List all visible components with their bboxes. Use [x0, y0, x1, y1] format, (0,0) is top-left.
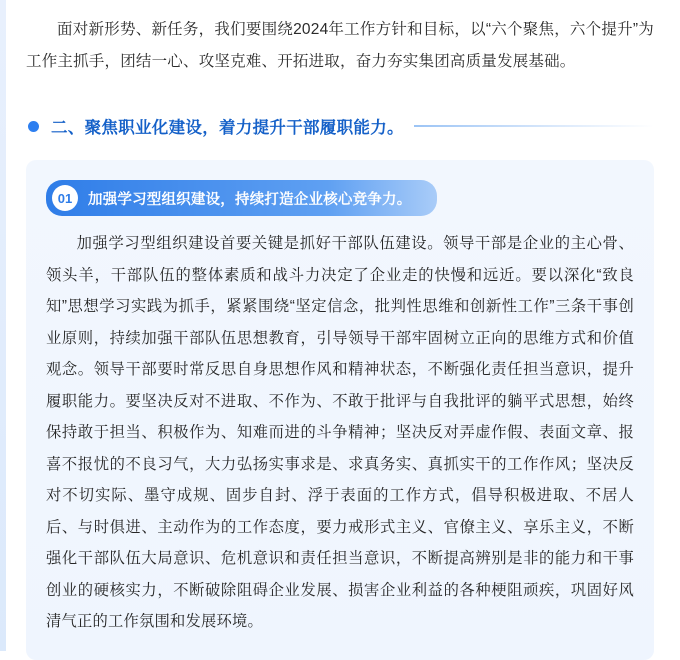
section-heading	[26, 114, 654, 138]
intro-paragraph: 面对新形势、新任务，我们要围绕2024年工作方针和目标，以“六个聚焦，六个提升”为工作主抓手，团结一心、攻坚克难、开拓进取，奋力夯实集团高质量发展基础。	[26, 21, 654, 70]
subsection-body-paragraph: 加强学习型组织建设首要关键是抓好干部队伍建设。领导干部是企业的主心骨、领头羊，干部队伍的整体素质和战斗力决定了企业走的快慢和远近。要以深化“致良知”思想学习实践为抓手，紧紧围绕“坚定信念，批判性思维和创新性工作”三条干事创业原则，持续加强干部队伍思想教育，引导领导干部牢固树立正向的思维方式和价值观念。领导干部要时常反思自身思想作风和精神状态，不断强化责任担当意识，提升履职能力。要坚决反对不进取、不作为、不敢于批评与自我批评的躺平式思想，始终保持敢于担当、积极作为、知难而进的斗争精神；坚决反对弄虚作假、表面文章、报喜不报忧的不良习气，大力弘扬实事求是、求真务实、真抓实干的工作作风；坚决反对不切实际、墨守成规、固步自封、浮于表面的工作方式，倡导积极进取、不居人后、与时俱进、主动作为的工作态度，要力戒形式主义、官僚主义、享乐主义，不断强化干部队伍大局意识、危机意识和责任担当意识，不断提高辨别是非的能力和干事创业的硬核实力，不断破除阻碍企业发展、损害企业利益的各种梗阻顽疾，巩固好风清气正的工作氛围和发展环境。	[46, 235, 634, 630]
subsection-card-header	[46, 180, 437, 216]
bullet-dot-icon	[28, 121, 39, 132]
section-title: 二、聚焦职业化建设，着力提升干部履职能力。	[51, 119, 404, 137]
subsection-title: 加强学习型组织建设，持续打造企业核心竞争力。	[88, 191, 412, 208]
section-divider	[414, 125, 654, 127]
subsection-number-badge: 01	[52, 185, 78, 211]
intro-paragraph-block	[26, 0, 654, 78]
subsection-card	[26, 160, 654, 660]
